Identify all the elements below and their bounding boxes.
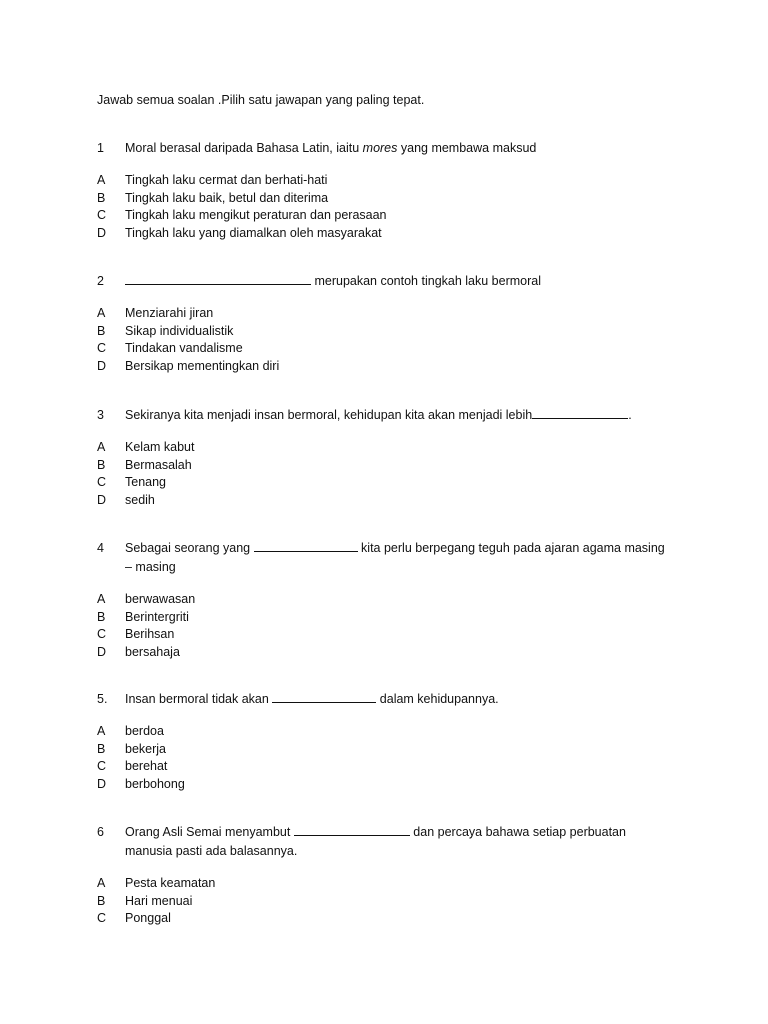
options-list — [97, 875, 697, 928]
question-number: 3 — [97, 408, 104, 422]
options-list — [97, 591, 697, 661]
answer-blank — [532, 406, 628, 419]
option-b[interactable]: B Hari menuai — [97, 893, 193, 908]
option-c[interactable]: C Berihsan — [97, 627, 175, 642]
question-text: Sekiranya kita menjadi insan bermoral, kehidupan kita akan menjadi lebih . — [125, 408, 632, 422]
option-d[interactable]: D sedih — [97, 492, 155, 507]
question-number: 1 — [97, 141, 104, 155]
option-b[interactable]: B bekerja — [97, 741, 166, 756]
option-c[interactable]: C Tindakan vandalisme — [97, 341, 243, 356]
question-text: Insan bermoral tidak akan dalam kehidupannya. — [125, 692, 499, 706]
option-a[interactable]: A Pesta keamatan — [97, 876, 216, 890]
answer-blank — [125, 272, 311, 285]
question-text: merupakan contoh tingkah laku bermoral — [125, 272, 675, 291]
question-text: Orang Asli Semai menyambut dan percaya bahawa setiap perbuatan manusia pasti ada balasannya. — [125, 825, 626, 858]
option-a[interactable]: A Kelam kabut — [97, 440, 195, 454]
option-c[interactable]: C Tenang — [97, 475, 167, 490]
options-list — [97, 439, 697, 509]
option-b[interactable]: B Sikap individualistik — [97, 323, 234, 338]
question-4 — [97, 539, 697, 661]
question-number: 6 — [97, 825, 104, 839]
answer-blank — [254, 539, 358, 552]
option-a[interactable]: A Menziarahi jiran — [97, 306, 214, 320]
option-a[interactable]: A Tingkah laku cermat dan berhati-hati — [97, 173, 328, 187]
option-c[interactable]: C Tingkah laku mengikut peraturan dan perasaan — [97, 208, 387, 223]
question-text: Sebagai seorang yang kita perlu berpegang teguh pada ajaran agama masing – masing — [125, 541, 665, 574]
option-d[interactable]: D Bersikap mementingkan diri — [97, 358, 280, 373]
options-list — [97, 305, 697, 375]
question-2 — [97, 272, 697, 375]
option-a[interactable]: A berwawasan — [97, 592, 196, 606]
option-c[interactable]: C berehat — [97, 759, 168, 774]
question-number: 4 — [97, 541, 104, 555]
question-number: 2 — [97, 274, 104, 288]
options-list — [97, 172, 697, 242]
answer-blank — [294, 823, 410, 836]
question-3 — [97, 406, 697, 509]
answer-blank — [272, 690, 376, 703]
instruction-text: Jawab semua soalan .Pilih satu jawapan yang paling tepat. — [97, 93, 425, 107]
question-5 — [97, 690, 697, 793]
option-d[interactable]: D berbohong — [97, 776, 185, 791]
question-number: 5. — [97, 692, 108, 706]
option-c[interactable]: C Ponggal — [97, 911, 171, 926]
option-b[interactable]: B Tingkah laku baik, betul dan diterima — [97, 190, 329, 205]
question-1 — [97, 139, 697, 242]
option-b[interactable]: B Bermasalah — [97, 457, 192, 472]
question-6 — [97, 823, 697, 928]
option-d[interactable]: D bersahaja — [97, 644, 180, 659]
option-b[interactable]: B Berintergriti — [97, 609, 189, 624]
option-d[interactable]: D Tingkah laku yang diamalkan oleh masyarakat — [97, 225, 382, 240]
italic-term: mores — [362, 141, 398, 155]
question-text: Moral berasal daripada Bahasa Latin, iaitu mores yang membawa maksud — [125, 141, 537, 155]
option-a[interactable]: A berdoa — [97, 724, 164, 738]
options-list — [97, 723, 697, 793]
